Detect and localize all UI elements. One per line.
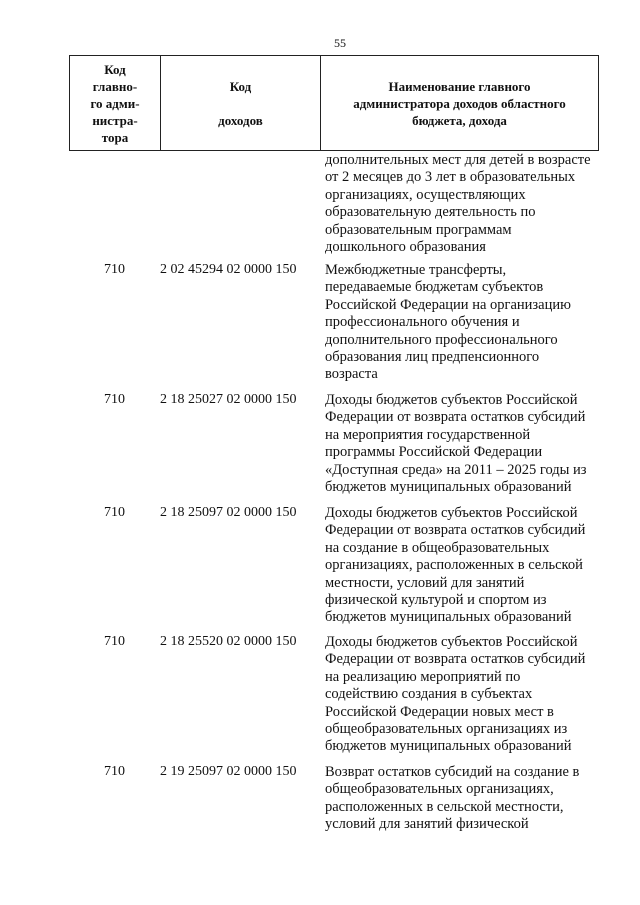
- admin-code-cell: 710: [104, 634, 125, 649]
- income-name-cell: Возврат остатков субсидий на создание в общеобразовательных организациях, расположенных в сельской местности, условий для занятий физической: [325, 764, 580, 833]
- income-name-cell: Доходы бюджетов субъектов Российской Федерации от возврата остатков субсидий на мероприятия государственной программы Российской Федерации «Доступная среда» на 2011 – 2025 годы из бюджетов муниципальных образований: [325, 392, 587, 496]
- income-code-cell: 2 18 25027 02 0000 150: [160, 392, 297, 407]
- admin-code-cell: 710: [104, 392, 125, 407]
- income-name-cell: Межбюджетные трансферты, передаваемые бюджетам субъектов Российской Федерации на организацию профессионального обучения и дополнительного профессионального образования лиц предпенсионного возраста: [325, 262, 571, 383]
- income-code-cell: 2 19 25097 02 0000 150: [160, 764, 297, 779]
- income-name-cell: Доходы бюджетов субъектов Российской Федерации от возврата остатков субсидий на создание в общеобразовательных организациях, расположенных в сельской местности, условий для занятий физической культурой и спортом из бюджетов муниципальных образований: [325, 505, 586, 626]
- income-code-cell: 2 18 25097 02 0000 150: [160, 505, 297, 520]
- income-name-cell: дополнительных мест для детей в возрасте от 2 месяцев до 3 лет в образовательных организациях, осуществляющих образовательную деятельность по образовательным программам дошкольного образования: [325, 152, 591, 256]
- header-admin-code: Код главно- го адми- нистра- тора: [90, 61, 140, 145]
- page-number: 55: [334, 36, 346, 50]
- admin-code-cell: 710: [104, 505, 125, 520]
- income-name-cell: Доходы бюджетов субъектов Российской Федерации от возврата остатков субсидий на реализацию мероприятий по содействию создания в субъектах Российской Федерации новых мест в общеобразовательных организациях из бюджетов муниципальных образований: [325, 634, 586, 755]
- header-income-code: Код доходов: [160, 56, 320, 150]
- table-header: [69, 55, 599, 151]
- income-code-cell: 2 02 45294 02 0000 150: [160, 262, 297, 277]
- admin-code-cell: 710: [104, 262, 125, 277]
- income-code-cell: 2 18 25520 02 0000 150: [160, 634, 297, 649]
- admin-code-cell: 710: [104, 764, 125, 779]
- header-name: Наименование главного администратора доходов областного бюджета, дохода: [320, 56, 598, 150]
